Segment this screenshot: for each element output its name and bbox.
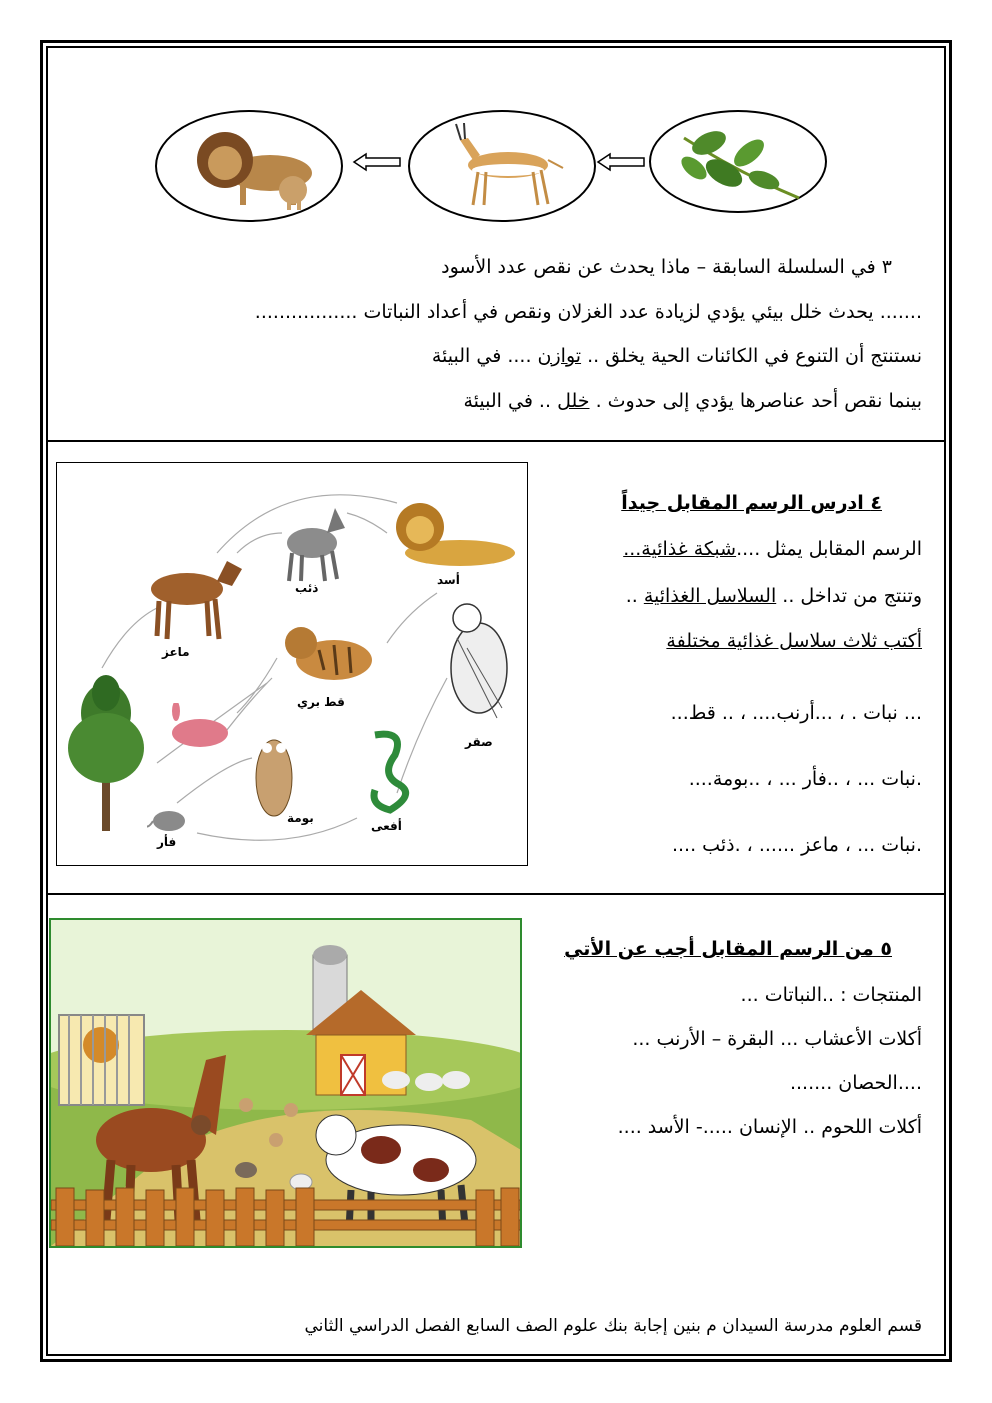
q5-horse: ....الحصان ....... <box>789 1072 922 1094</box>
snake-label: أفعى <box>371 819 402 833</box>
rabbit-icon <box>162 703 232 753</box>
food-web-figure <box>56 462 528 866</box>
q4-title: ٤ ادرس الرسم المقابل جيداً <box>621 492 882 514</box>
gazelle-ellipse <box>408 110 596 222</box>
q4-instruction: أكتب ثلاث سلاسل غذائية مختلفة <box>666 630 922 652</box>
q4-line1 <box>623 538 922 560</box>
section-divider-1 <box>46 440 946 442</box>
mouse-label: فأر <box>157 835 177 849</box>
q5-producers: المنتجات : ..النباتات ... <box>740 984 922 1006</box>
plant-icon <box>669 118 809 208</box>
q5-title: ٥ من الرسم المقابل أجب عن الأتي <box>564 938 892 960</box>
mouse-icon <box>147 803 192 833</box>
owl-icon <box>249 723 299 823</box>
farm-figure <box>49 918 522 1248</box>
q4-chain-1: ... نبات . ، ...أرنب.... ، .. قط... <box>670 702 922 724</box>
lion-ellipse <box>155 110 343 222</box>
farm-scene <box>51 920 521 1246</box>
arrow-icon <box>352 152 402 172</box>
q4-line2 <box>626 585 922 607</box>
q3-answer: ....... يحدث خلل بيئي يؤدي لزيادة عدد الغزلان ونقص في أعداد النباتات ................. <box>254 301 922 323</box>
tree-icon <box>62 673 152 833</box>
lion-label: أسد <box>437 573 460 587</box>
q5-carnivores: أكلات اللحوم .. الإنسان .....- الأسد .... <box>617 1116 922 1138</box>
goat-icon <box>137 551 247 646</box>
plant-ellipse <box>649 110 827 213</box>
wildcat-icon <box>279 615 379 690</box>
q4-line1-word: شبكة غذائية... <box>623 538 737 560</box>
q3-question: ٣ في السلسلة السابقة – ماذا يحدث عن نقص عدد الأسود <box>441 256 892 278</box>
section-divider-2 <box>46 893 946 895</box>
goat-label: ماعز <box>162 645 190 659</box>
q3-line4-prefix: بينما نقص أحد عناصرها يؤدي إلى حدوث . <box>595 390 922 412</box>
q4-chain-3: .نبات ... ، ماعز ...... ، .ذئب .... <box>671 834 922 856</box>
eagle-label: صقر <box>465 735 493 749</box>
q3-conclusion-2 <box>463 390 922 412</box>
gazelle-icon <box>428 120 578 215</box>
q4-line2-word: السلاسل الغذائية <box>643 585 777 607</box>
footer: قسم العلوم مدرسة السيدان م بنين إجابة بنك علوم الصف السابع الفصل الدراسي الثاني <box>304 1316 922 1336</box>
q4-line1-prefix: الرسم المقابل يمثل .... <box>736 538 922 560</box>
eagle-icon <box>437 598 517 728</box>
q3-line4-suffix: .. في البيئة <box>463 390 552 412</box>
lion-icon <box>175 118 325 213</box>
snake-icon <box>355 725 425 815</box>
q5-herbivores: أكلات الأعشاب ... البقرة – الأرنب ... <box>632 1028 922 1050</box>
wolf-icon <box>277 503 352 583</box>
q3-line3-suffix: .... في البيئة <box>431 345 532 367</box>
q3-conclusion <box>432 345 922 367</box>
q4-line2-prefix: وتنتج من تداخل .. <box>782 585 922 607</box>
wildcat-label: قط بري <box>297 695 345 709</box>
wolf-label: ذئب <box>295 581 319 595</box>
owl-label: بومة <box>287 811 314 825</box>
arrow-icon <box>596 152 646 172</box>
q3-line3-word: توازن <box>537 345 582 367</box>
q3-line4-word: خلل <box>557 390 590 412</box>
q4-chain-2: .نبات ... ، ..فأر ... ، ..بومة.... <box>688 768 922 790</box>
lion-icon <box>375 495 525 575</box>
q4-line2-suffix: .. <box>625 585 638 607</box>
q3-line3-prefix: نستنتج أن التنوع في الكائنات الحية يخلق .. <box>587 345 922 367</box>
